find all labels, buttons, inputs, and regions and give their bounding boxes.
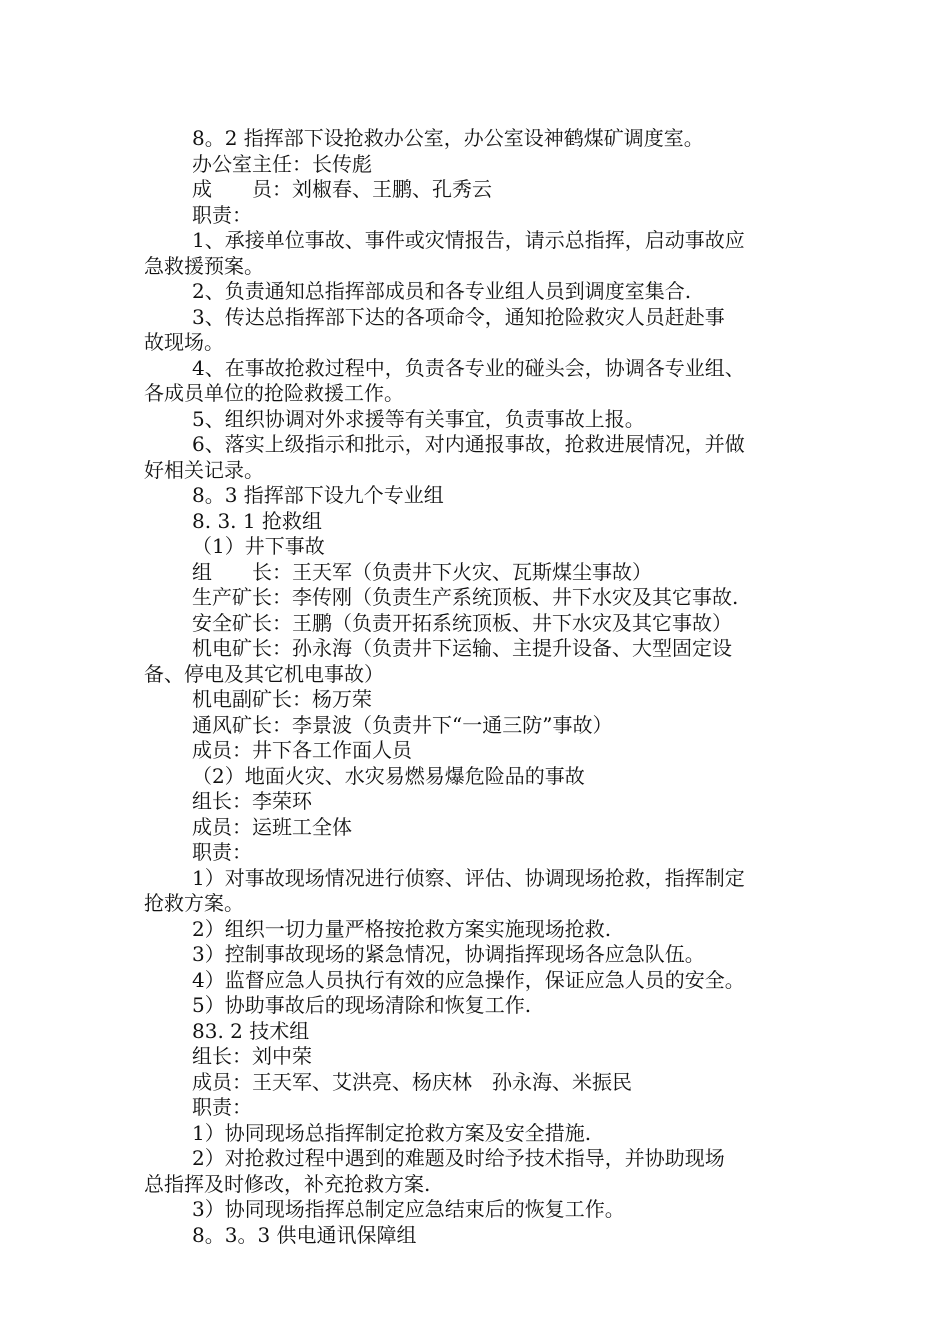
text-line: 8。3。3 供电通讯保障组	[192, 1222, 417, 1247]
text-line: 总指挥及时修改，补充抢救方案.	[144, 1171, 431, 1196]
text-line: （1）井下事故	[192, 534, 325, 558]
text-line: （2）地面火灾、水灾易燃易爆危险品的事故	[192, 763, 585, 788]
text-line: 1、承接单位事故、事件或灾情报告，请示总指挥，启动事故应	[192, 228, 745, 252]
text-line: 各成员单位的抢险救援工作。	[144, 381, 404, 405]
text-line: 1）对事故现场情况进行侦察、评估、协调现场抢救，指挥制定	[192, 865, 745, 890]
text-line: 2）组织一切力量严格按抢救方案实施现场抢救.	[192, 916, 612, 941]
text-line: 职责：	[192, 202, 252, 227]
document-page	[144, 126, 806, 1248]
text-line: 机电矿长：孙永海（负责井下运输、主提升设备、大型固定设	[192, 636, 732, 660]
text-line: 2、负责通知总指挥部成员和各专业组人员到调度室集合.	[192, 279, 692, 303]
text-line: 故现场。	[144, 330, 224, 354]
text-line: 成员：运班工全体	[192, 814, 352, 839]
text-line: 组长：李荣环	[192, 789, 312, 813]
text-line: 通风矿长：李景波（负责井下“一通三防”事故）	[192, 712, 613, 737]
text-line: 组长：刘中荣	[192, 1044, 312, 1068]
text-line: 4）监督应急人员执行有效的应急操作，保证应急人员的安全。	[192, 967, 745, 992]
text-line: 3）协同现场指挥总制定应急结束后的恢复工作。	[192, 1197, 625, 1221]
text-line: 8. 3. 1 抢救组	[192, 508, 322, 533]
text-line: 2）对抢救过程中遇到的难题及时给予技术指导，并协助现场	[192, 1146, 725, 1170]
text-line: 急救援预案。	[144, 253, 264, 278]
text-line: 6、落实上级指示和批示，对内通报事故，抢救进展情况，并做	[192, 432, 745, 456]
text-line: 5）协助事故后的现场清除和恢复工作.	[192, 993, 532, 1017]
text-line: 职责：	[192, 840, 252, 864]
text-line: 职责：	[192, 1095, 252, 1119]
text-line: 8。2 指挥部下设抢救办公室，办公室设神鹤煤矿调度室。	[192, 126, 704, 150]
text-line: 1）协同现场总指挥制定抢救方案及安全措施.	[192, 1120, 592, 1145]
text-line: 组 长：王天军（负责井下火灾、瓦斯煤尘事故）	[192, 559, 652, 584]
text-line: 生产矿长：李传刚（负责生产系统顶板、井下水灾及其它事故.	[192, 585, 739, 609]
text-line: 成员：井下各工作面人员	[192, 738, 412, 762]
text-line: 成 员：刘椒春、王鹏、孔秀云	[192, 177, 492, 201]
text-line: 办公室主任：长传彪	[192, 151, 372, 176]
text-line: 机电副矿长：杨万荣	[192, 687, 372, 711]
text-line: 安全矿长：王鹏（负责开拓系统顶板、井下水灾及其它事故）	[192, 610, 732, 635]
text-line: 4、在事故抢救过程中，负责各专业的碰头会，协调各专业组、	[192, 355, 745, 380]
text-line: 好相关记录。	[144, 457, 264, 482]
text-line: 成员：王天军、艾洪亮、杨庆林 孙永海、米振民	[192, 1069, 632, 1094]
text-line: 3）控制事故现场的紧急情况，协调指挥现场各应急队伍。	[192, 942, 705, 966]
text-line: 8。3 指挥部下设九个专业组	[192, 483, 444, 507]
text-line: 5、组织协调对外求援等有关事宜，负责事故上报。	[192, 406, 645, 431]
text-line: 备、停电及其它机电事故）	[144, 661, 384, 686]
text-line: 83. 2 技术组	[192, 1018, 310, 1043]
text-line: 3、传达总指挥部下达的各项命令，通知抢险救灾人员赶赴事	[192, 304, 725, 329]
text-line: 抢救方案。	[144, 891, 244, 915]
